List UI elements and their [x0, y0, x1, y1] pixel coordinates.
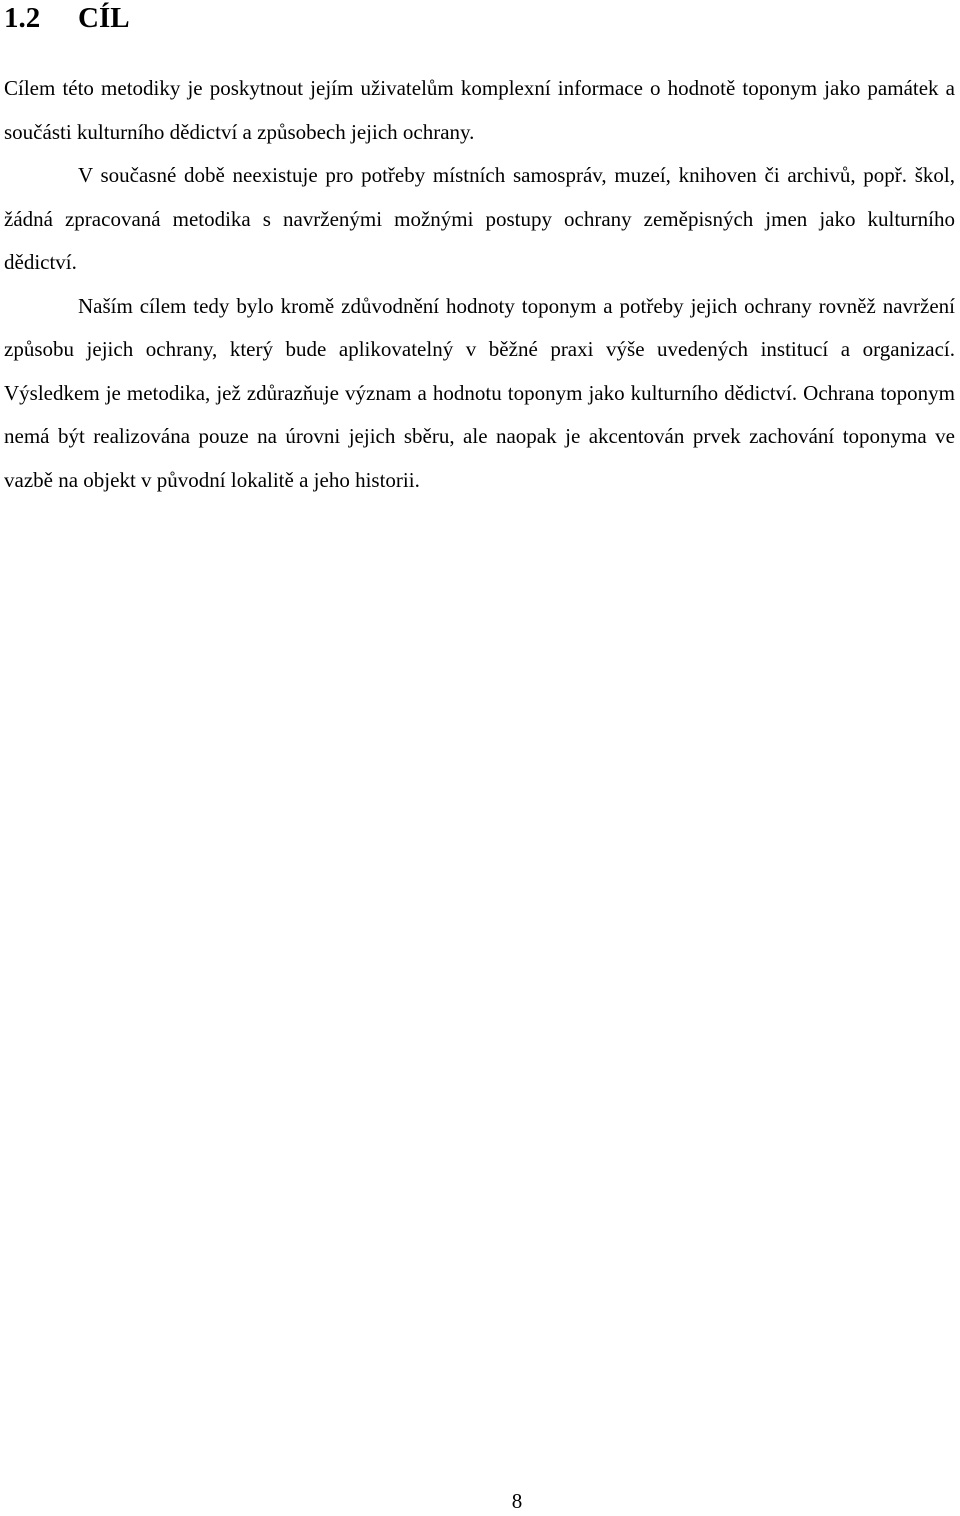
- body-text: [4, 67, 955, 502]
- page-number: 8: [511, 1489, 523, 1513]
- paragraph-goal: Cílem této metodiky je poskytnout jejím uživatelům komplexní informace o hodnotě toponym jako památek a součásti kulturního dědictví a způsobech jejich ochrany.: [4, 76, 955, 144]
- section-heading: [4, 0, 130, 36]
- section-number: 1.2: [4, 2, 41, 34]
- paragraph-aim: Naším cílem tedy bylo kromě zdůvodnění hodnoty toponym a potřeby jejich ochrany rovněž navržení způsobu jejich ochrany, který bude aplikovatelný v běžné praxi výše uvedených institucí a organizací. Výsledkem je metodika, jež zdůrazňuje význam a hodnotu toponym jako kulturního dědictví. Ochrana toponym nemá být realizována pouze na úrovni jejich sběru, ale naopak je akcentován prvek zachování toponyma ve vazbě na objekt v původní lokalitě a jeho historii.: [4, 293, 955, 492]
- section-title: CÍL: [78, 2, 130, 34]
- paragraph-current-state: V současné době neexistuje pro potřeby místních samospráv, muzeí, knihoven či archivů, popř. škol, žádná zpracovaná metodika s navrženými možnými postupy ochrany zeměpisných jmen jako kulturního dědictví.: [4, 163, 955, 274]
